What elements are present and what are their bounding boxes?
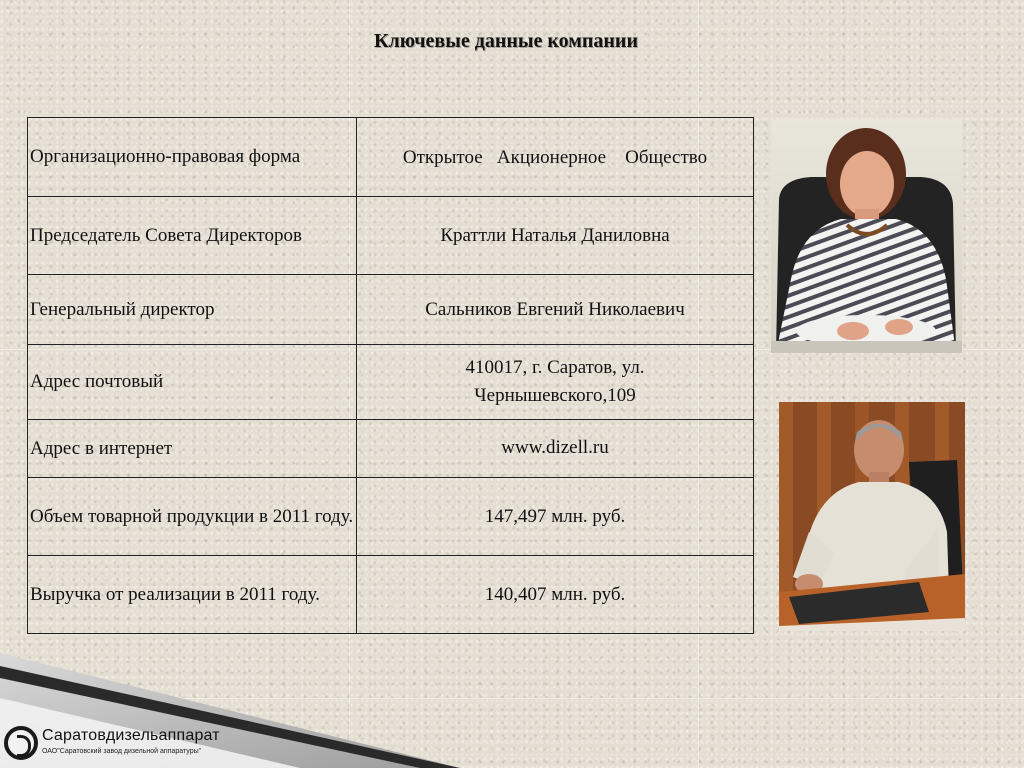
ceo-photo <box>779 402 965 631</box>
row-value-postal-address: 410017, г. Саратов, ул. Чернышевского,109 <box>357 345 754 420</box>
company-logo <box>4 724 244 764</box>
table-row <box>28 345 754 420</box>
row-label-legal-form: Организационно-правовая форма <box>28 118 357 197</box>
logo-name: Саратовдизельаппарат <box>42 727 220 744</box>
chairman-photo <box>771 119 962 353</box>
table-row <box>28 118 754 197</box>
row-label-production-volume: Объем товарной продукции в 2011 году. <box>28 478 357 556</box>
row-value-revenue: 140,407 млн. руб. <box>357 556 754 634</box>
logo-subtitle: ОАО"Саратовский завод дизельной аппаратуры" <box>42 748 202 755</box>
page-title: Ключевые данные компании <box>374 30 638 52</box>
table-row <box>28 197 754 275</box>
table-row <box>28 420 754 478</box>
logo-icon <box>4 726 38 760</box>
row-value-legal-form: Открытое Акционерное Общество <box>357 118 754 197</box>
row-label-website: Адрес в интернет <box>28 420 357 478</box>
company-data-table <box>27 117 754 634</box>
row-value-website[interactable]: www.dizell.ru <box>357 420 754 478</box>
table-row <box>28 478 754 556</box>
row-value-chairman: Краттли Наталья Даниловна <box>357 197 754 275</box>
row-label-chairman: Председатель Совета Директоров <box>28 197 357 275</box>
row-label-ceo: Генеральный директор <box>28 275 357 345</box>
row-value-production-volume: 147,497 млн. руб. <box>357 478 754 556</box>
table-row <box>28 275 754 345</box>
row-label-revenue: Выручка от реализации в 2011 году. <box>28 556 357 634</box>
row-label-postal-address: Адрес почтовый <box>28 345 357 420</box>
row-value-ceo: Сальников Евгений Николаевич <box>357 275 754 345</box>
table-row <box>28 556 754 634</box>
